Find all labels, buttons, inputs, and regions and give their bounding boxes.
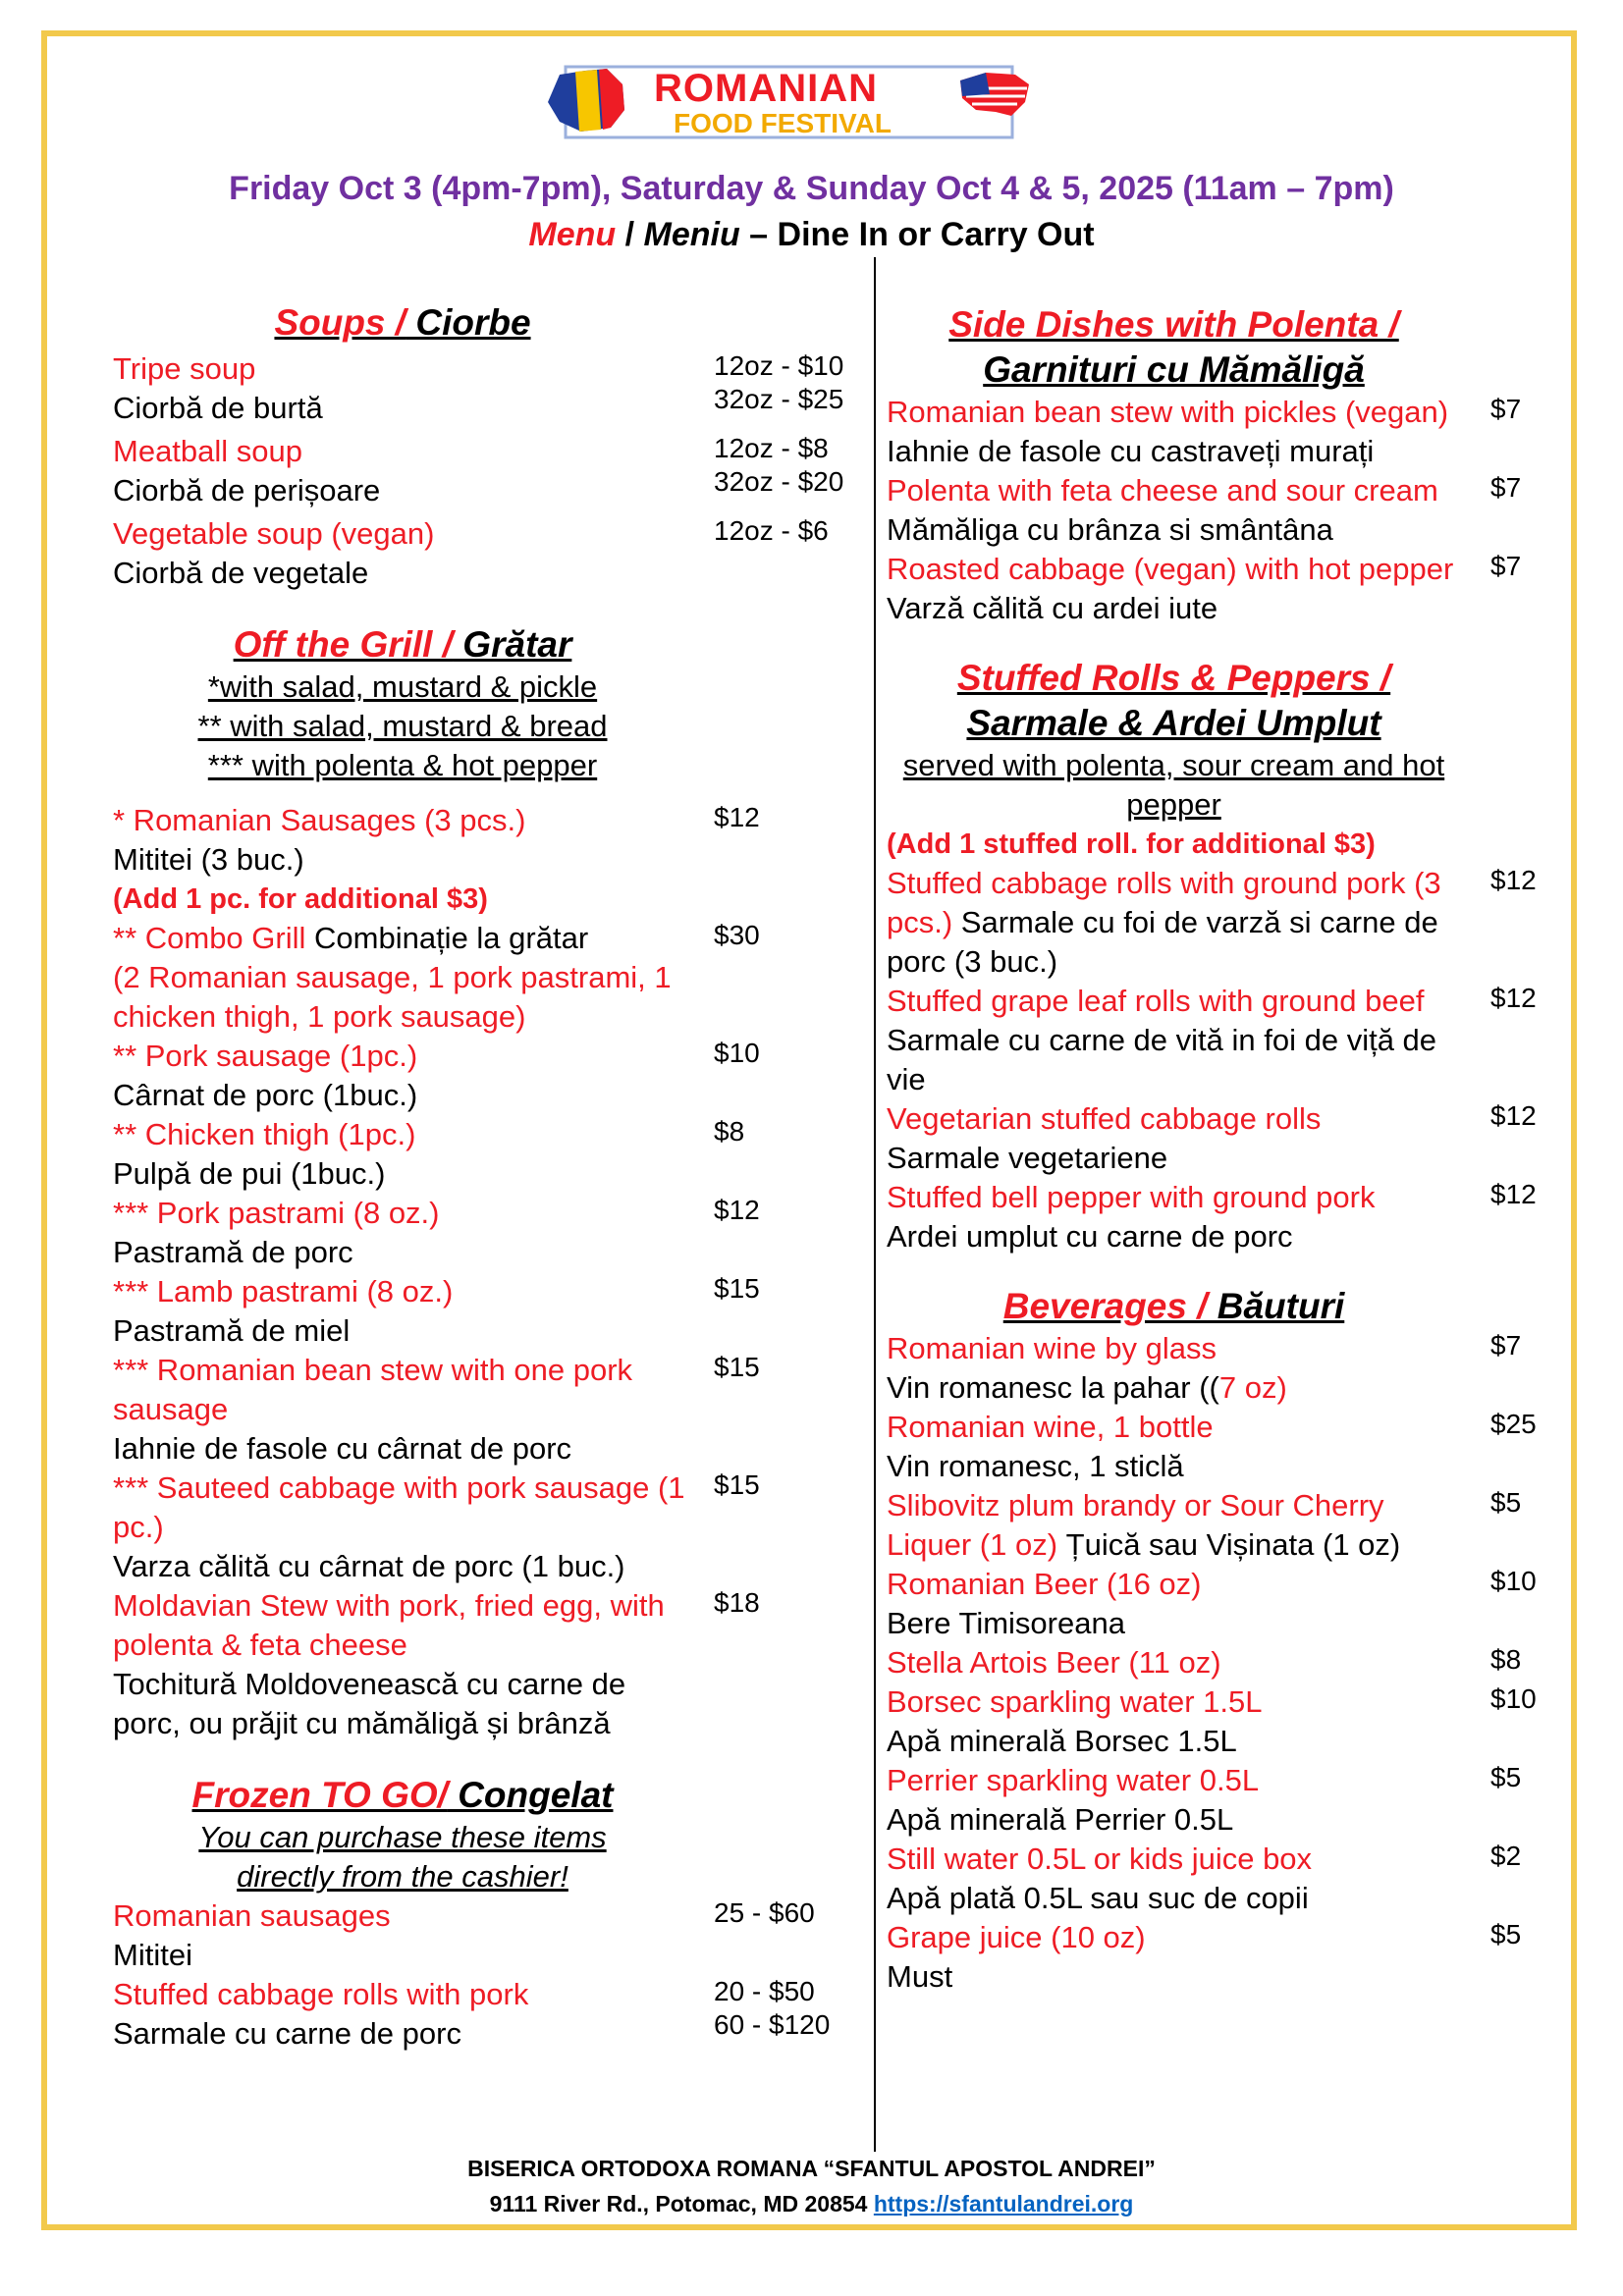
beverage-item-price-0: $25: [1490, 1409, 1537, 1439]
menu-en: Menu: [528, 216, 617, 253]
stuffed-item: [887, 1099, 1554, 1178]
stuffed-item: [887, 982, 1554, 1099]
grill-item: [113, 1194, 884, 1272]
soup-item-price-0: 12oz - $8: [714, 433, 829, 463]
stuffed-name-ro: Ardei umplut cu carne de porc: [887, 1219, 1293, 1254]
beverage-name-ro: Apă plată 0.5L sau suc de copii: [887, 1881, 1309, 1915]
stuffed-item-price-0: $12: [1490, 865, 1537, 895]
stuffed-note: served with polenta, sour cream and hot pepper: [902, 748, 1445, 822]
spacer: [113, 785, 884, 801]
logo-line1: ROMANIAN: [654, 67, 878, 110]
grill-name-ro: Pulpă de pui (1buc.): [113, 1156, 386, 1191]
stuffed-item-text: [887, 864, 1456, 982]
grill-item-price-0: $8: [714, 1116, 745, 1147]
beverage-name-en: Perrier sparkling water 0.5L: [887, 1763, 1260, 1797]
grill-title-ro: Grătar: [453, 624, 572, 665]
grill-item-text: [113, 1115, 687, 1194]
beverage-item: [887, 1486, 1554, 1565]
beverage-item-price: [1490, 1643, 1521, 1677]
beverage-item-price-0: $5: [1490, 1487, 1522, 1518]
menu-title: [0, 216, 1623, 254]
grill-item-price-0: $15: [714, 1469, 760, 1500]
frozen-name-en: Romanian sausages: [113, 1898, 391, 1933]
beverage-name-ro: Bere Timisoreana: [887, 1606, 1125, 1640]
beverage-item-price-0: $5: [1490, 1762, 1522, 1792]
stuffed-item: [887, 1178, 1554, 1256]
beverage-item-text: [887, 1682, 1466, 1761]
grill-name-ro: Pastramă de miel: [113, 1313, 351, 1348]
soup-name-en: Vegetable soup (vegan): [113, 516, 435, 551]
grill-note: *with salad, mustard & pickle: [207, 669, 598, 704]
grill-title-en: Off the Grill /: [233, 624, 454, 665]
soup-item-text: [113, 349, 702, 428]
beverage-item-text: [887, 1643, 1466, 1682]
stuffed-item-price-0: $12: [1490, 1100, 1537, 1131]
grill-name-en: *** Romanian bean stew with one pork sausage: [113, 1353, 633, 1426]
beverage-name-tail: 7 oz): [1218, 1370, 1287, 1405]
side-name-en: Romanian bean stew with pickles (vegan): [887, 395, 1449, 429]
soup-item: [113, 514, 884, 593]
soup-item-price: [714, 514, 829, 548]
grill-heading: [113, 622, 692, 667]
beverage-item-price: [1490, 1682, 1537, 1716]
beverage-item-price: [1490, 1565, 1537, 1598]
beverage-name-en: Romanian Beer (16 oz): [887, 1567, 1202, 1601]
beverage-item: [887, 1761, 1554, 1840]
left-column: [113, 300, 800, 346]
side-item-price-0: $7: [1490, 551, 1522, 581]
grill-item: [113, 1351, 884, 1468]
usa-map-flag-icon: [956, 67, 1032, 126]
beverage-name-en: Romanian wine by glass: [887, 1331, 1217, 1365]
stuffed-name-en: Stuffed grape leaf rolls with ground beef: [887, 984, 1425, 1018]
soup-name-en: Tripe soup: [113, 351, 256, 386]
soups-heading: [113, 300, 692, 346]
grill-item-price-0: $30: [714, 920, 760, 950]
beverage-name-en: Grape juice (10 oz): [887, 1920, 1146, 1954]
frozen-heading: [113, 1773, 692, 1818]
grill-item-price-0: $10: [714, 1038, 760, 1068]
soup-name-ro: Ciorbă de perișoare: [113, 473, 381, 507]
soup-item-price-0: 12oz - $10: [714, 350, 844, 381]
frozen-item: [113, 1896, 884, 1975]
logo-line2: FOOD FESTIVAL: [674, 108, 892, 138]
beverage-item-text: [887, 1565, 1466, 1643]
grill-item-price-0: $15: [714, 1352, 760, 1382]
grill-note: *** with polenta & hot pepper: [207, 748, 598, 782]
side-item-price-0: $7: [1490, 472, 1522, 503]
grill-item: [113, 1115, 884, 1194]
menu-rest: – Dine In or Carry Out: [739, 216, 1095, 253]
grill-item-price: [714, 1468, 760, 1502]
stuffed-item: [887, 864, 1554, 982]
grill-item-text: [113, 1351, 687, 1468]
grill-item-price-0: $15: [714, 1273, 760, 1304]
beverage-item: [887, 1918, 1554, 1997]
grill-item: [113, 1586, 884, 1743]
beverage-item-price: [1490, 1408, 1537, 1441]
grill-name-ro: Varza călită cu cârnat de porc (1 buc.): [113, 1549, 625, 1583]
beverage-item-price-0: $7: [1490, 1330, 1522, 1361]
frozen-item-price-0: 25 - $60: [714, 1897, 815, 1928]
stuffed-item-price: [1490, 1178, 1537, 1211]
grill-item-price-0: $12: [714, 802, 760, 832]
beverage-item-text: [887, 1329, 1466, 1408]
grill-item: [113, 1468, 884, 1586]
beverage-item-price-0: $2: [1490, 1841, 1522, 1871]
festival-dates: Friday Oct 3 (4pm-7pm), Saturday & Sunday Oct 4 & 5, 2025 (11am – 7pm): [229, 170, 1394, 207]
grill-name-ro: Iahnie de fasole cu cârnat de porc: [113, 1431, 572, 1466]
frozen-item-price: [714, 1975, 830, 2042]
menu-slash: /: [616, 216, 644, 253]
beverage-item-price: [1490, 1761, 1521, 1794]
frozen-title-en: Frozen TO GO/: [191, 1775, 448, 1815]
grill-name-en: *** Pork pastrami (8 oz.): [113, 1196, 440, 1230]
grill-item-text: [113, 1586, 687, 1743]
grill-item-text: [113, 919, 687, 1037]
grill-item-price: [714, 1272, 760, 1306]
side-item-price: [1490, 471, 1521, 505]
soup-item: [113, 349, 884, 428]
church-website-link[interactable]: https://sfantulandrei.org: [873, 2191, 1134, 2216]
beverage-item-price-0: $5: [1490, 1919, 1522, 1949]
soup-item-price: [714, 349, 843, 416]
grill-item: [113, 919, 884, 1037]
stuffed-name-en: Stuffed bell pepper with ground pork: [887, 1180, 1376, 1214]
grill-note: ** with salad, mustard & bread: [197, 709, 608, 743]
grill-item: [113, 801, 884, 880]
side-name-ro: Mămăliga cu brânza si smântâna: [887, 512, 1333, 547]
frozen-name-ro: Sarmale cu carne de porc: [113, 2016, 461, 2051]
grill-item-price: [714, 1115, 744, 1148]
stuffed-name-en: Stuffed cabbage rolls with ground pork (3 pcs.): [887, 866, 1441, 939]
grill-name-en: Moldavian Stew with pork, fried egg, with polenta & feta cheese: [113, 1588, 665, 1662]
soup-item-price: [714, 432, 843, 499]
grill-name-en: ** Chicken thigh (1pc.): [113, 1117, 416, 1151]
side-item: [887, 393, 1554, 471]
sides-heading: [887, 302, 1461, 393]
soup-item: [113, 432, 884, 510]
grill-desc: (2 Romanian sausage, 1 pork pastrami, 1 chicken thigh, 1 pork sausage): [113, 960, 672, 1034]
side-item-price: [1490, 550, 1521, 583]
frozen-item-text: [113, 1975, 687, 2054]
stuffed-heading: [887, 656, 1461, 746]
frozen-item-price-1: 60 - $120: [714, 2009, 831, 2040]
frozen-item-price-0: 20 - $50: [714, 1976, 815, 2006]
beverage-name-en: Borsec sparkling water 1.5L: [887, 1684, 1263, 1719]
beverage-item-price: [1490, 1840, 1521, 1873]
beverage-item-text: [887, 1408, 1466, 1486]
beverage-item-price: [1490, 1918, 1521, 1951]
frozen-note: You can purchase these items directly from the cashier!: [198, 1820, 607, 1894]
beverage-item-price: [1490, 1486, 1521, 1520]
stuffed-item-text: [887, 982, 1456, 1099]
stuffed-item-price: [1490, 1099, 1537, 1133]
side-item-text: [887, 393, 1456, 471]
beverage-name-en: Stella Artois Beer (11 oz): [887, 1645, 1221, 1680]
right-column-items: [887, 302, 1554, 1997]
church-name: BISERICA ORTODOXA ROMANA “SFANTUL APOSTOL ANDREI”: [467, 2156, 1156, 2181]
soup-name-en: Meatball soup: [113, 434, 303, 468]
stuffed-item-text: [887, 1178, 1456, 1256]
frozen-title-ro: Congelat: [447, 1775, 614, 1815]
stuffed-name-ro: Sarmale cu foi de varză si carne de porc (3 buc.): [887, 905, 1438, 979]
grill-item-text: [113, 1194, 687, 1272]
stuffed-item-price: [1490, 982, 1537, 1015]
beverage-item-price-0: $8: [1490, 1644, 1522, 1675]
grill-item-price: [714, 1586, 760, 1620]
soup-item-price-1: 32oz - $20: [714, 466, 844, 497]
grill-item-price: [714, 1037, 760, 1070]
beverage-item: [887, 1682, 1554, 1761]
grill-name-ro: Mititei (3 buc.): [113, 842, 304, 877]
frozen-item-price: [714, 1896, 815, 1930]
grill-item-price: [714, 801, 760, 834]
grill-item-text: [113, 1272, 687, 1351]
stuffed-name-ro: Sarmale vegetariene: [887, 1141, 1168, 1175]
beverage-item: [887, 1408, 1554, 1486]
side-name-en: Polenta with feta cheese and sour cream: [887, 473, 1438, 507]
side-item-text: [887, 550, 1456, 628]
stuffed-item-price: [1490, 864, 1537, 897]
soup-item-price-1: 32oz - $25: [714, 384, 844, 414]
soup-name-ro: Ciorbă de burtă: [113, 391, 323, 425]
grill-name-ro: Cârnat de porc (1buc.): [113, 1078, 418, 1112]
frozen-name-ro: Mititei: [113, 1938, 192, 1972]
beverage-name-en: Still water 0.5L or kids juice box: [887, 1842, 1313, 1876]
beverages-heading-ro: Băuturi: [1207, 1286, 1345, 1326]
festival-logo: [546, 63, 1032, 143]
frozen-name-en: Stuffed cabbage rolls with pork: [113, 1977, 529, 2011]
beverage-name-ro: Vin romanesc, 1 sticlă: [887, 1449, 1184, 1483]
left-column-items: [113, 349, 884, 2054]
grill-name-en: ** Combo Grill: [113, 921, 306, 955]
beverage-item-text: [887, 1918, 1466, 1997]
grill-item-price: [714, 1194, 760, 1227]
stuffed-item-price-0: $12: [1490, 1179, 1537, 1209]
soups-title-en: Soups /: [274, 302, 406, 343]
stuffed-name-en: Vegetarian stuffed cabbage rolls: [887, 1101, 1322, 1136]
beverages-heading: [887, 1284, 1461, 1329]
beverage-item-price: [1490, 1329, 1521, 1362]
grill-item-text: [113, 801, 687, 880]
grill-item-text: [113, 1468, 687, 1586]
grill-name-en: ** Pork sausage (1pc.): [113, 1039, 418, 1073]
soup-item-price-0: 12oz - $6: [714, 515, 829, 546]
grill-item-price-0: $12: [714, 1195, 760, 1225]
side-item: [887, 471, 1554, 550]
beverage-name-ro: Must: [887, 1959, 953, 1994]
side-item-price: [1490, 393, 1521, 426]
stuffed-item-price-0: $12: [1490, 983, 1537, 1013]
address-text: 9111 River Rd., Potomac, MD 20854: [489, 2191, 874, 2216]
beverage-item-price-0: $10: [1490, 1683, 1537, 1714]
grill-name-ro: Tochitură Moldovenească cu carne de porc, ou prăjit cu mămăligă și brânză: [113, 1667, 626, 1740]
stuffed-item-text: [887, 1099, 1456, 1178]
grill-name-ro: Combinație la grătar: [305, 921, 589, 955]
grill-item: [113, 1272, 884, 1351]
soup-item-text: [113, 432, 702, 510]
beverage-item-text: [887, 1840, 1466, 1918]
side-item-text: [887, 471, 1456, 550]
stuffed-add-note: (Add 1 stuffed roll. for additional $3): [887, 828, 1376, 860]
beverage-item: [887, 1643, 1554, 1682]
grill-name-en: * Romanian Sausages (3 pcs.): [113, 803, 526, 837]
side-name-ro: Iahnie de fasole cu castraveți murați: [887, 434, 1375, 468]
beverage-name-ro: Vin romanesc la pahar ((7 oz): [887, 1370, 1287, 1405]
stuffed-name-ro: Sarmale cu carne de vită in foi de viță de vie: [887, 1023, 1437, 1096]
grill-item-price: [714, 919, 760, 952]
soups-title-ro: Ciorbe: [406, 302, 531, 343]
side-name-ro: Varză călită cu ardei iute: [887, 591, 1218, 625]
grill-item-price-0: $18: [714, 1587, 760, 1618]
spacer: [887, 628, 1554, 656]
beverage-name-ro: Apă minerală Perrier 0.5L: [887, 1802, 1234, 1837]
church-address: [0, 2191, 1623, 2217]
frozen-item-text: [113, 1896, 687, 1975]
grill-add-note: (Add 1 pc. for additional $3): [113, 883, 488, 915]
stuffed-heading-en: Stuffed Rolls & Peppers /: [956, 658, 1391, 698]
side-name-en: Roasted cabbage (vegan) with hot pepper: [887, 552, 1454, 586]
grill-name-en: *** Lamb pastrami (8 oz.): [113, 1274, 454, 1308]
beverage-item-text: [887, 1486, 1466, 1565]
sides-heading-en: Side Dishes with Polenta /: [948, 304, 1399, 345]
grill-item-text: [113, 1037, 687, 1115]
soup-item-text: [113, 514, 702, 593]
beverage-item-text: [887, 1761, 1466, 1840]
side-item-price-0: $7: [1490, 394, 1522, 424]
grill-item-price: [714, 1351, 760, 1384]
beverage-name-en: Romanian wine, 1 bottle: [887, 1410, 1214, 1444]
frozen-item: [113, 1975, 884, 2054]
beverage-name-en: Slibovitz plum brandy or Sour Cherry Liquer (1 oz): [887, 1488, 1384, 1562]
beverage-item: [887, 1565, 1554, 1643]
beverage-name-ro: Apă minerală Borsec 1.5L: [887, 1724, 1237, 1758]
side-item: [887, 550, 1554, 628]
menu-ro: Meniu: [643, 216, 740, 253]
beverage-item: [887, 1329, 1554, 1408]
stuffed-heading-ro: Sarmale & Ardei Umplut: [966, 703, 1381, 743]
beverages-heading-en: Beverages /: [1002, 1286, 1208, 1326]
soup-name-ro: Ciorbă de vegetale: [113, 556, 369, 590]
beverage-item: [887, 1840, 1554, 1918]
grill-name-ro: Pastramă de porc: [113, 1235, 353, 1269]
grill-name-en: *** Sauteed cabbage with pork sausage (1 pc.): [113, 1470, 685, 1544]
spacer: [887, 1256, 1554, 1284]
beverage-name-ro: Țuică sau Vișinata (1 oz): [1057, 1527, 1401, 1562]
grill-item: [113, 1037, 884, 1115]
beverage-item-price-0: $10: [1490, 1566, 1537, 1596]
sides-heading-ro: Garnituri cu Mămăligă: [983, 349, 1365, 390]
